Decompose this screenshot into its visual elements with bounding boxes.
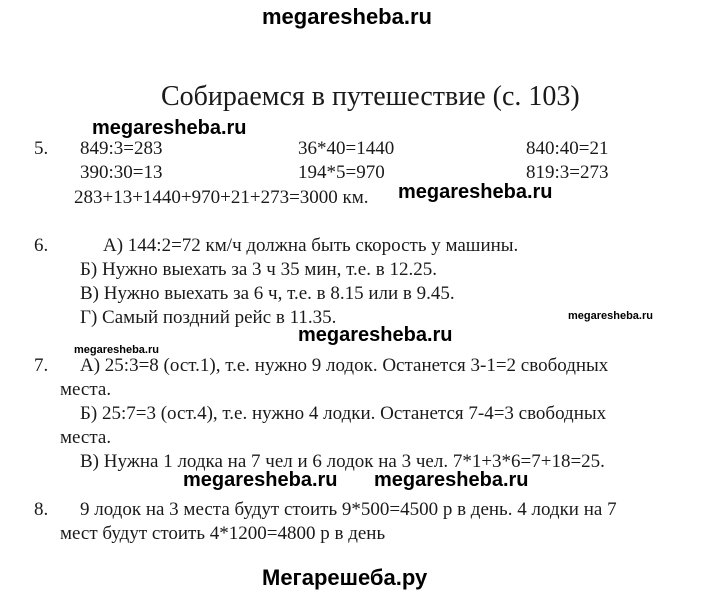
footer-brand: Мегарешеба.ру [262,565,428,590]
task7-line: А) 25:3=8 (ост.1), т.е. нужно 9 лодок. Останется 3-1=2 свободных [80,355,609,376]
task5-sum: 283+13+1440+970+21+273=3000 км. [74,187,369,208]
task8-line: 9 лодок на 3 места будут стоить 9*500=4500 р в день. 4 лодки на 7 [80,499,617,520]
task7-line: В) Нужна 1 лодка на 7 чел и 6 лодок на 3 чел. 7*1+3*6=7+18=25. [80,451,605,472]
task8-line: мест будут стоить 4*1200=4800 р в день [60,523,386,544]
page-title: Собираемся в путешествие (с. 103) [161,81,580,112]
task6-line: Г) Самый поздний рейс в 11.35. [80,307,337,328]
task5-cell: 194*5=970 [298,162,385,183]
watermark-small: megaresheba.ru [568,310,653,322]
task7-line: Б) 25:7=3 (ост.4), т.е. нужно 4 лодки. Останется 7-4=3 свободных [80,403,607,424]
watermark: megaresheba.ru [398,181,553,203]
watermark-small: megaresheba.ru [74,344,159,356]
task5-cell: 390:30=13 [80,162,163,183]
task6-line: В) Нужно выехать за 6 ч, т.е. в 8.15 или в 9.45. [80,283,455,304]
watermark: megaresheba.ru [92,117,247,139]
task5-cell: 36*40=1440 [298,138,395,159]
watermark: megaresheba.ru [374,469,529,491]
task-number: 8. [34,499,49,520]
watermark: megaresheba.ru [298,324,453,346]
task6-line: А) 144:2=72 км/ч должна быть скорость у машины. [103,235,519,256]
task5-cell: 849:3=283 [80,138,163,159]
task5-cell: 840:40=21 [526,138,609,159]
task-number: 6. [34,235,49,256]
task7-line: места. [60,379,112,400]
watermark: megaresheba.ru [183,469,338,491]
task-number: 5. [34,138,49,159]
task7-line: места. [60,427,112,448]
task5-cell: 819:3=273 [526,162,609,183]
task6-line: Б) Нужно выехать за 3 ч 35 мин, т.е. в 12.25. [80,259,437,280]
watermark-top: megaresheba.ru [262,4,432,29]
task-number: 7. [34,355,49,376]
